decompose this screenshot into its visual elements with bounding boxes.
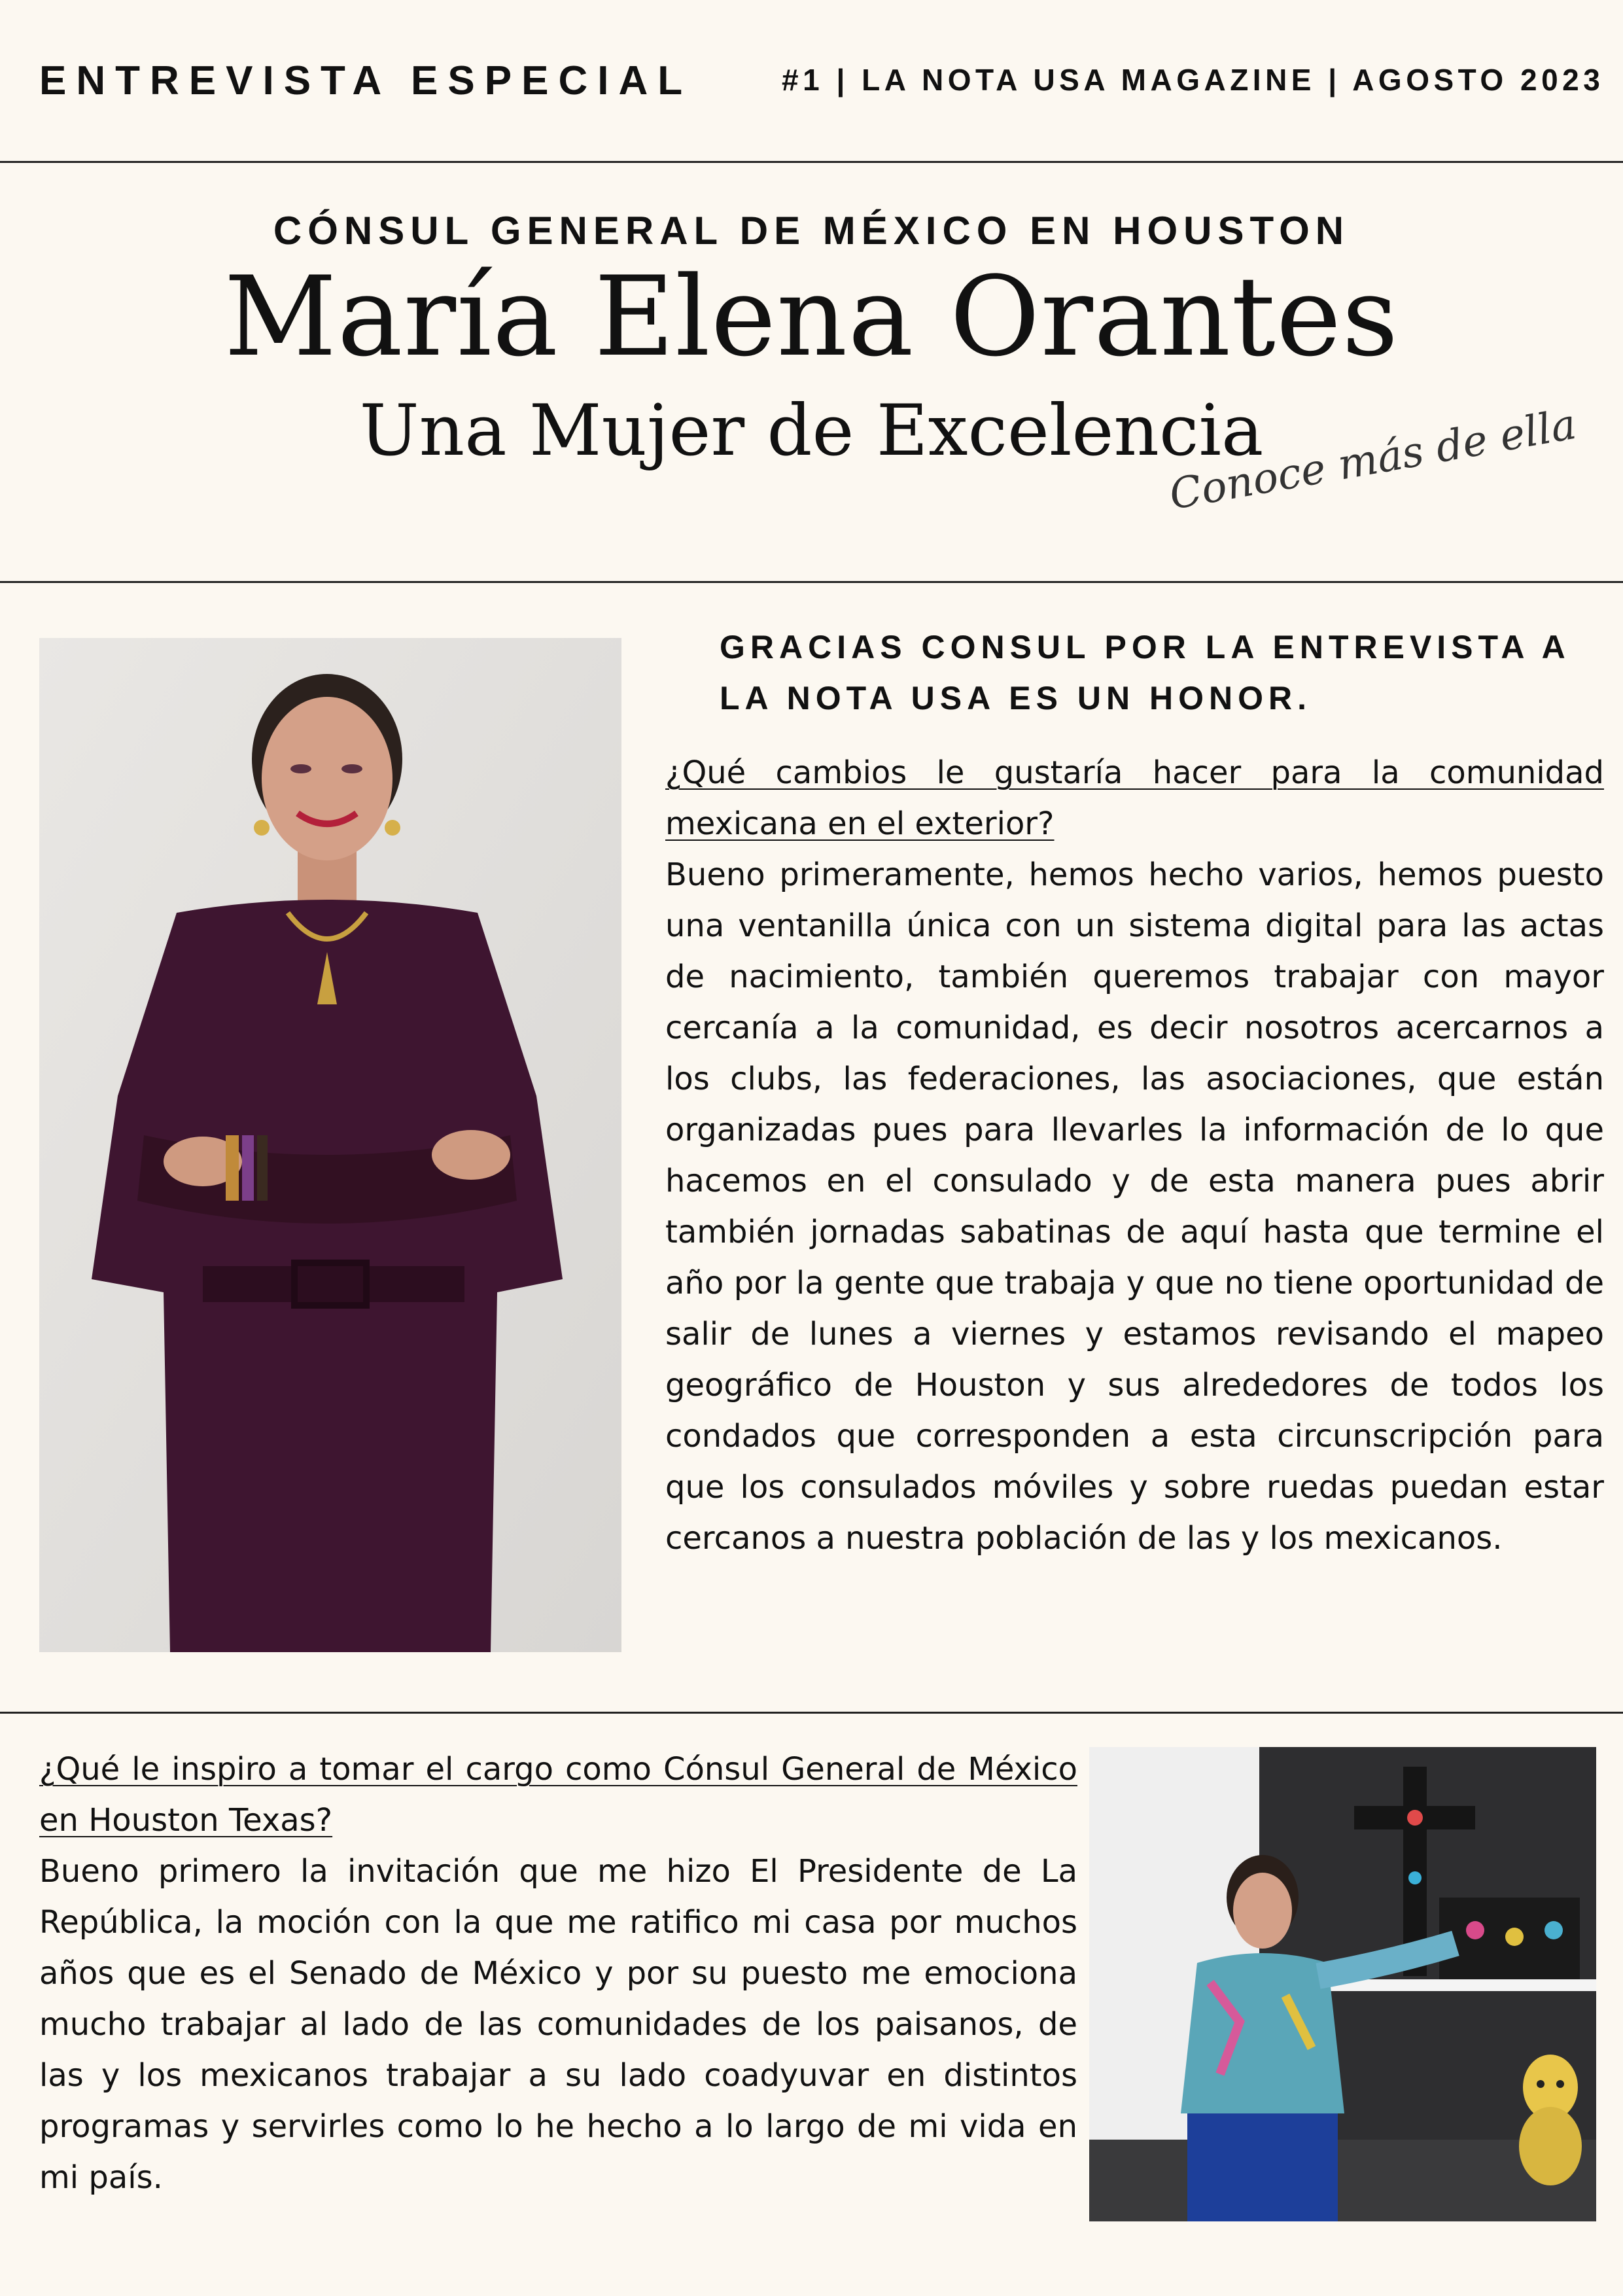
issue-line: #1 | LA NOTA USA MAGAZINE | AGOSTO 2023 bbox=[782, 63, 1605, 97]
question-2: ¿Qué le inspiro a tomar el cargo como Cónsul General de México en Houston Texas? bbox=[39, 1751, 1077, 1839]
headline-subtitle: Una Mujer de Excelencia bbox=[359, 390, 1264, 472]
question-1: ¿Qué cambios le gustaría hacer para la comunidad mexicana en el exterior? bbox=[665, 754, 1604, 842]
answer-1: Bueno primeramente, hemos hecho varios, hemos puesto una ventanilla única con un sistema digital para las actas de nacimiento, también queremos trabajar con mayor cercanía a la comunidad, es decir nosotros acercarnos a los clubs, las federaciones, las asociaciones, que están organizadas pues para llevarles la información de lo que hacemos en el consulado y de esta manera pues abrir también jornadas sabatinas de aquí hasta que termine el año por la gente que trabaja y que no tiene oportunidad de salir de lunes a viernes y estamos revisando el mapeo geográfico de Houston y sus alrededores de todos los condados que corresponden a esta circunscripción para que los consulados móviles y sobre ruedas puedan estar cercanos a nuestra población de las y los mexicanos. bbox=[665, 857, 1604, 1557]
office-photo bbox=[1089, 1747, 1596, 2221]
script-note: Conoce más de ella bbox=[1166, 400, 1580, 520]
office-illustration bbox=[1089, 1747, 1596, 2221]
answer-2: Bueno primero la invitación que me hizo El Presidente de La República, la moción con la que me ratifico mi casa por muchos años que es el Senado de México y por su puesto me emociona mucho trabajar al lado de las comunidades de los paisanos, de las y los mexicanos trabajar a su lado coadyuvar en distintos programas y servirles como lo he hecho a lo largo de mi vida en mi país. bbox=[39, 1853, 1077, 2196]
title-divider bbox=[0, 581, 1623, 583]
portrait-illustration bbox=[39, 638, 621, 1652]
header-divider bbox=[0, 161, 1623, 163]
section-divider bbox=[0, 1712, 1623, 1714]
kicker-title: CÓNSUL GENERAL DE MÉXICO EN HOUSTON bbox=[273, 209, 1350, 253]
headline-name: María Elena Orantes bbox=[224, 253, 1399, 381]
portrait-photo bbox=[39, 638, 621, 1652]
qa-block-1 bbox=[665, 747, 1604, 1564]
qa-block-2 bbox=[39, 1744, 1077, 2203]
intro-heading: GRACIAS CONSUL POR LA ENTREVISTA A LA NOTA USA ES UN HONOR. bbox=[720, 629, 1569, 716]
section-label: ENTREVISTA ESPECIAL bbox=[39, 58, 693, 103]
